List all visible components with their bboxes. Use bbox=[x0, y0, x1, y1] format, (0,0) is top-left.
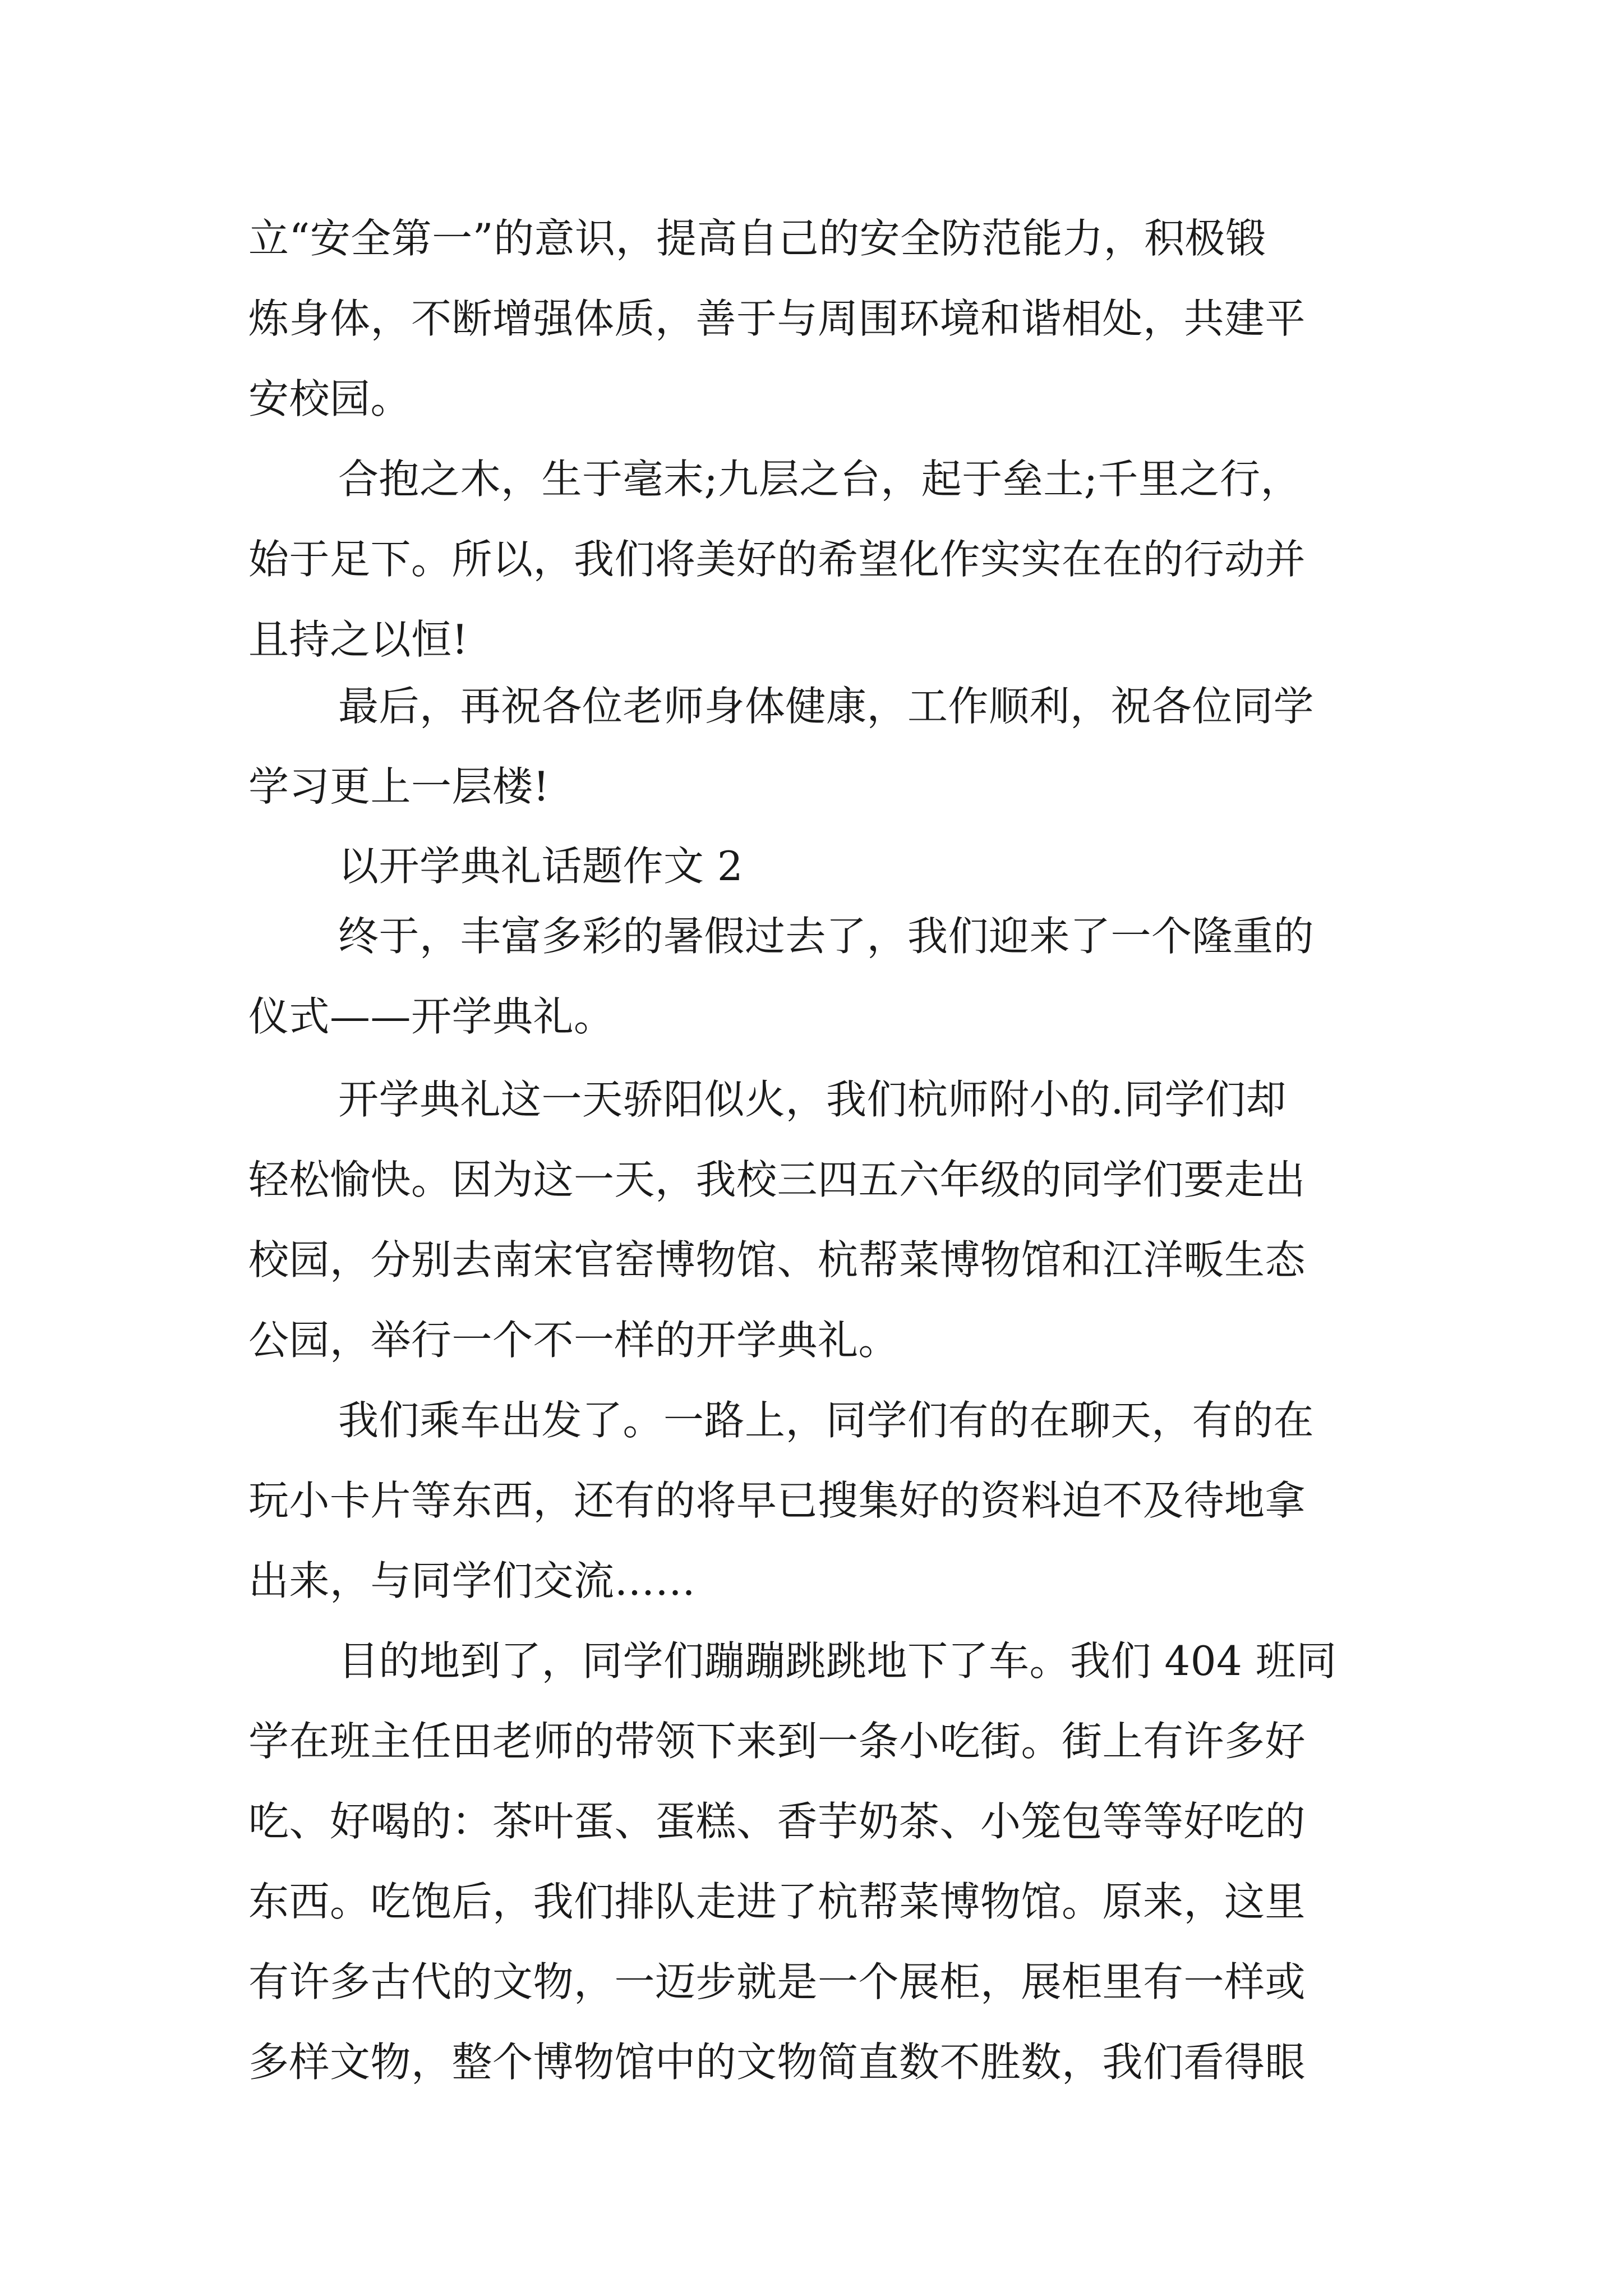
text-line: 我们乘车出发了。一路上，同学们有的在聊天，有的在 bbox=[338, 1397, 1315, 1444]
text-line: 且持之以恒! bbox=[248, 616, 468, 663]
text-line: 学在班主任田老师的带领下来到一条小吃街。街上有许多好 bbox=[248, 1718, 1306, 1765]
text-line: 目的地到了，同学们蹦蹦跳跳地下了车。我们 404 班同 bbox=[338, 1637, 1337, 1685]
text-line: 吃、好喝的：茶叶蛋、蛋糕、香芋奶茶、小笼包等等好吃的 bbox=[248, 1798, 1306, 1845]
text-line: 炼身体，不断增强体质，善于与周围环境和谐相处，共建平 bbox=[248, 295, 1306, 342]
text-line: 有许多古代的文物，一迈步就是一个展柜，展柜里有一样或 bbox=[248, 1958, 1306, 2005]
text-line: 开学典礼这一天骄阳似火，我们杭师附小的.同学们却 bbox=[338, 1076, 1287, 1123]
text-line: 玩小卡片等东西，还有的将早已搜集好的资料迫不及待地拿 bbox=[248, 1477, 1306, 1524]
text-line: 最后，再祝各位老师身体健康，工作顺利，祝各位同学 bbox=[338, 683, 1315, 730]
text-line: 学习更上一层楼! bbox=[248, 763, 550, 810]
text-line: 轻松愉快。因为这一天，我校三四五六年级的同学们要走出 bbox=[248, 1156, 1306, 1203]
text-line: 合抱之木，生于毫末;九层之台，起于垒土;千里之行， bbox=[338, 455, 1302, 503]
text-line: 仪式——开学典礼。 bbox=[248, 993, 615, 1040]
text-line: 东西。吃饱后，我们排队走进了杭帮菜博物馆。原来，这里 bbox=[248, 1878, 1306, 1925]
text-line: 公园，举行一个不一样的开学典礼。 bbox=[248, 1317, 900, 1364]
text-line: 多样文物，整个博物馆中的文物简直数不胜数，我们看得眼 bbox=[248, 2039, 1306, 2086]
text-line: 立“安全第一”的意识，提高自己的安全防范能力，积极锻 bbox=[248, 215, 1266, 262]
text-line: 出来，与同学们交流…… bbox=[248, 1557, 696, 1604]
text-line: 校园，分别去南宋官窑博物馆、杭帮菜博物馆和江洋畈生态 bbox=[248, 1236, 1306, 1283]
text-line: 终于，丰富多彩的暑假过去了，我们迎来了一个隆重的 bbox=[338, 913, 1315, 960]
text-line: 始于足下。所以，我们将美好的希望化作实实在在的行动并 bbox=[248, 536, 1306, 583]
section-heading: 以开学典礼话题作文 2 bbox=[338, 843, 744, 890]
text-line: 安校园。 bbox=[248, 375, 412, 422]
